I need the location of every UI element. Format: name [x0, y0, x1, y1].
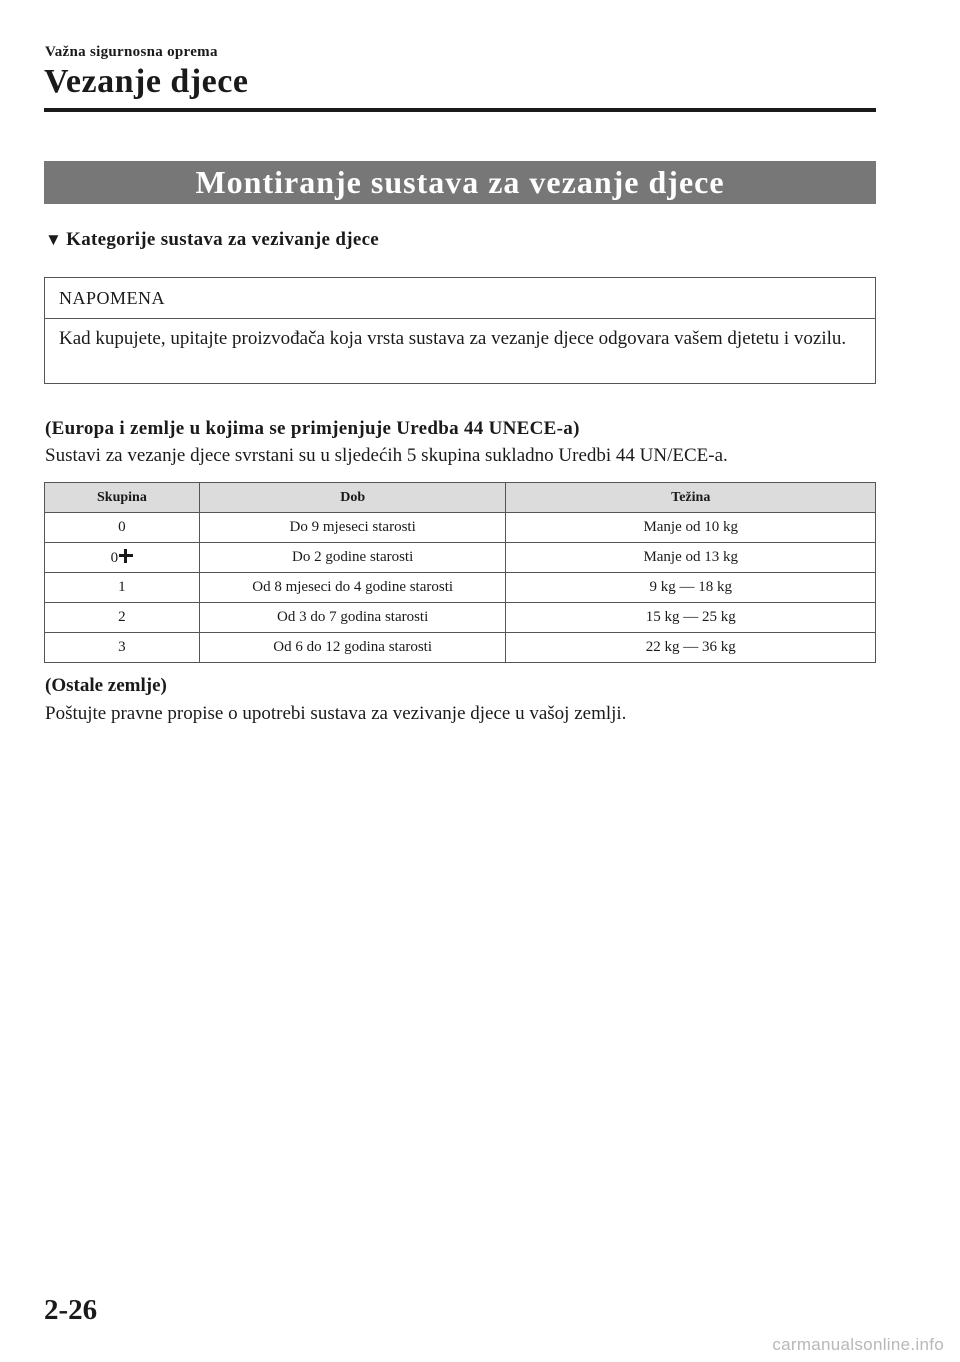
chapter-title: Vezanje djece	[44, 63, 249, 100]
age-cell: Od 6 do 12 godina starosti	[199, 633, 506, 663]
age-cell: Do 9 mjeseci starosti	[199, 513, 506, 543]
other-countries-heading: (Ostale zemlje)	[45, 675, 167, 696]
plus-icon	[119, 549, 133, 563]
age-cell: Od 8 mjeseci do 4 godine starosti	[199, 573, 506, 603]
weight-cell: 22 kg ― 36 kg	[506, 633, 876, 663]
group-cell: 3	[45, 633, 200, 663]
column-header: Težina	[506, 483, 876, 513]
table-row	[45, 543, 876, 573]
table-row	[45, 603, 876, 633]
title-divider	[44, 108, 876, 112]
europe-text: Sustavi za vezanje djece svrstani su u sljedećih 5 skupina sukladno Uredbi 44 UN/ECE-a.	[45, 445, 728, 466]
group-cell: 0	[45, 513, 200, 543]
table-row	[45, 513, 876, 543]
watermark: carmanualsonline.info	[772, 1335, 944, 1354]
note-heading: NAPOMENA	[45, 278, 875, 319]
note-text: Kad kupujete, upitajte proizvođača koja vrsta sustava za vezanje djece odgovara vašem djetetu i vozilu.	[59, 328, 847, 349]
age-cell: Do 2 godine starosti	[199, 543, 506, 573]
group-cell: 2	[45, 603, 200, 633]
child-seat-group-table	[44, 482, 876, 663]
breadcrumb: Važna sigurnosna oprema	[45, 44, 218, 60]
age-cell: Od 3 do 7 godina starosti	[199, 603, 506, 633]
section-banner: Montiranje sustava za vezanje djece	[44, 161, 876, 204]
group-cell: 1	[45, 573, 200, 603]
subsection-title: Kategorije sustava za vezivanje djece	[66, 229, 380, 250]
table-row	[45, 573, 876, 603]
table-header-row	[45, 483, 876, 513]
group-cell	[45, 543, 200, 573]
weight-cell: 15 kg ― 25 kg	[506, 603, 876, 633]
weight-cell: Manje od 13 kg	[506, 543, 876, 573]
weight-cell: 9 kg ― 18 kg	[506, 573, 876, 603]
page-number: 2-26	[44, 1294, 98, 1326]
group-value: 0	[110, 549, 119, 566]
note-box	[44, 277, 876, 384]
europe-heading: (Europa i zemlje u kojima se primjenjuje Uredba 44 UNECE-a)	[45, 418, 580, 439]
triangle-down-icon: ▼	[45, 230, 63, 249]
weight-cell: Manje od 10 kg	[506, 513, 876, 543]
other-countries-text: Poštujte pravne propise o upotrebi sustava za vezivanje djece u vašoj zemlji.	[45, 703, 627, 724]
table-row	[45, 633, 876, 663]
subsection-heading	[45, 229, 379, 251]
column-header: Dob	[199, 483, 506, 513]
column-header: Skupina	[45, 483, 200, 513]
